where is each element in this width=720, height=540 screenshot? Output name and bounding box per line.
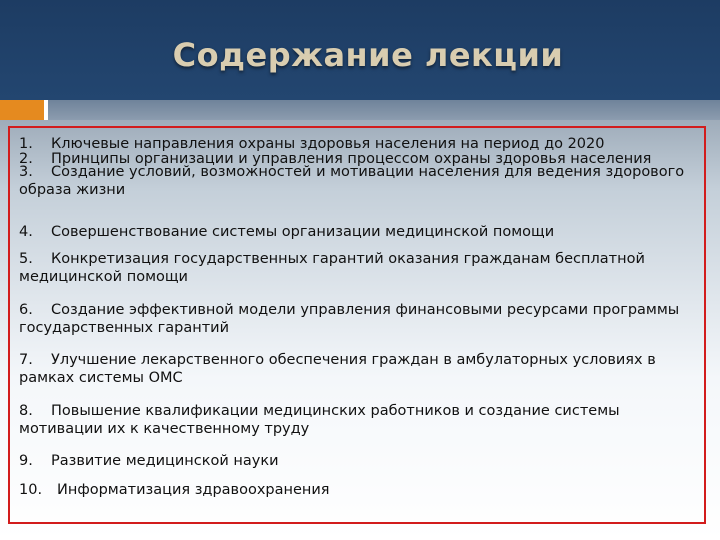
item-text-continued: государственных гарантий [19, 320, 230, 336]
item-number: 3. [19, 164, 33, 180]
list-item-5 [19, 250, 645, 286]
item-number: 1. [19, 136, 33, 152]
item-text-continued: рамках системы ОМС [19, 370, 183, 386]
item-text: Ключевые направления охраны здоровья населения на период до 2020 [51, 136, 605, 152]
item-text: Развитие медицинской науки [51, 453, 279, 469]
item-number: 7. [19, 352, 33, 368]
list-item-7 [19, 351, 656, 387]
accent-bar [0, 100, 720, 120]
item-text: Информатизация здравоохранения [57, 482, 330, 498]
list-item-3 [19, 163, 684, 199]
list-item-10 [19, 481, 330, 499]
item-text-continued: мотивации их к качественному труду [19, 421, 310, 437]
item-number: 6. [19, 302, 33, 318]
item-text: Создание эффективной модели управления финансовыми ресурсами программы [51, 302, 680, 318]
item-text: Принципы организации и управления процессом охраны здоровья населения [51, 151, 652, 167]
item-text-continued: медицинской помощи [19, 269, 188, 285]
item-text: Повышение квалификации медицинских работников и создание системы [51, 403, 620, 419]
list-item-9 [19, 452, 279, 470]
item-text-continued: образа жизни [19, 182, 126, 198]
list-item-6 [19, 301, 679, 337]
item-number: 2. [19, 151, 33, 167]
list-item-8 [19, 402, 620, 438]
item-text: Совершенствование системы организации медицинской помощи [51, 224, 555, 240]
item-text: Создание условий, возможностей и мотивации населения для ведения здорового [51, 164, 685, 180]
item-number: 5. [19, 251, 33, 267]
accent-divider [44, 100, 48, 120]
accent-block [0, 100, 44, 120]
item-number: 9. [19, 453, 33, 469]
item-number: 8. [19, 403, 33, 419]
item-number: 4. [19, 224, 33, 240]
item-text: Улучшение лекарственного обеспечения граждан в амбулаторных условиях в [51, 352, 656, 368]
slide-title: Содержание лекции [172, 36, 564, 74]
item-text: Конкретизация государственных гарантий оказания гражданам бесплатной [51, 251, 645, 267]
item-number: 10. [19, 482, 43, 498]
title-bar [0, 0, 720, 100]
list-item-4 [19, 223, 554, 241]
